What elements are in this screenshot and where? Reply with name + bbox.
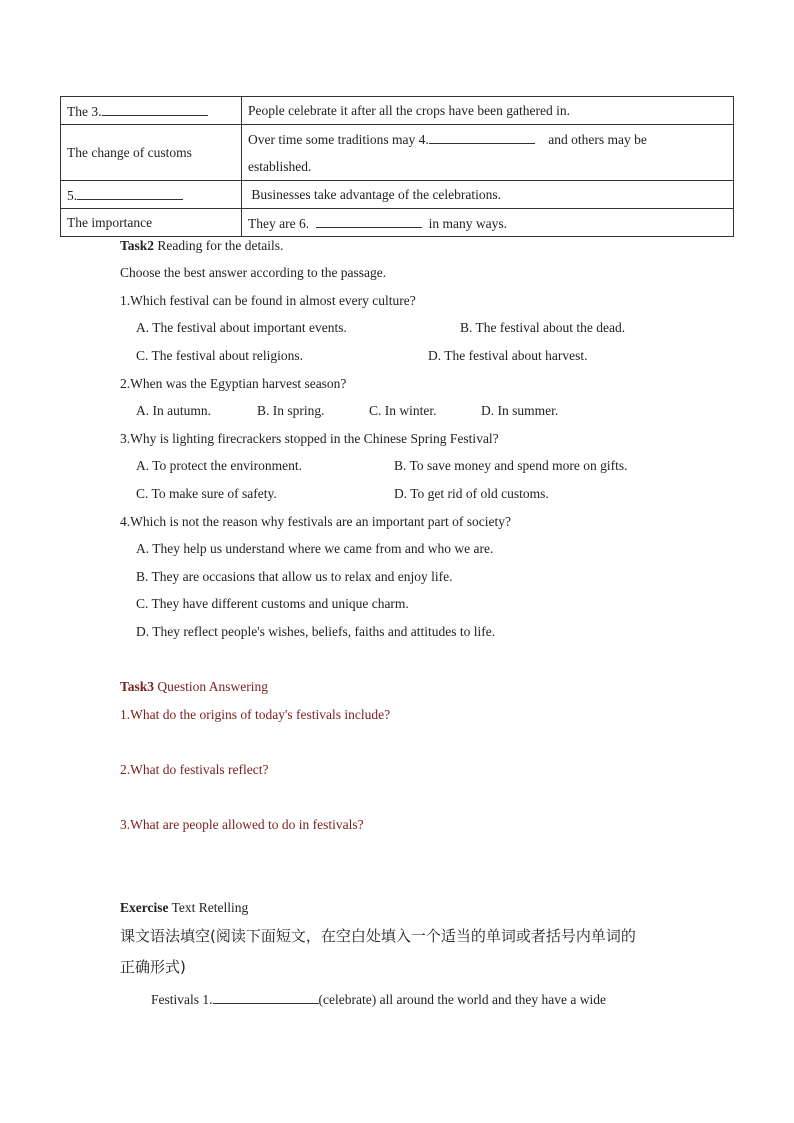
answer-blank-6[interactable] (316, 213, 422, 228)
option-d[interactable]: D. In summer. (481, 403, 559, 418)
task2-instruction: Choose the best answer according to the passage. (120, 265, 387, 280)
question-stem: 2.When was the Egyptian harvest season? (120, 376, 347, 391)
table-cell (242, 125, 734, 181)
cell-text: People celebrate it after all the crops have been gathered in. (248, 102, 570, 118)
option-c[interactable]: C. To make sure of safety. (136, 486, 277, 501)
task3-question: 2.What do festivals reflect? (120, 762, 269, 777)
passage-text: (celebrate) all around the world and they have a wide (318, 992, 607, 1007)
option-d[interactable]: D. The festival about harvest. (428, 348, 588, 363)
task3-heading (120, 678, 268, 696)
option-d[interactable]: D. To get rid of old customs. (394, 486, 549, 501)
cell-text: established. (248, 158, 312, 174)
task3-question: 3.What are people allowed to do in festivals? (120, 817, 364, 832)
option-b[interactable]: B. In spring. (257, 403, 325, 418)
cell-text: The importance (67, 214, 153, 230)
table-cell (242, 181, 734, 209)
option-c[interactable]: C. They have different customs and unique charm. (136, 596, 409, 611)
answer-blank-3[interactable] (102, 101, 208, 116)
question-stem: 4.Which is not the reason why festivals are an important part of society? (120, 514, 512, 529)
cell-text: Businesses take advantage of the celebrations. (251, 186, 502, 202)
cell-text: The 3. (67, 103, 102, 119)
option-c[interactable]: C. In winter. (369, 403, 437, 418)
table-row (61, 181, 734, 209)
cell-text: Over time some traditions may 4. (248, 131, 429, 147)
exercise-instruction-line2: 正确形式) (120, 958, 186, 976)
exercise-title: Text Retelling (168, 900, 249, 915)
task2-heading (120, 237, 283, 255)
cell-text: They are 6. (248, 215, 310, 231)
option-a[interactable]: A. They help us understand where we came from and who we are. (136, 541, 494, 556)
table-cell (242, 97, 734, 125)
option-c[interactable]: C. The festival about religions. (136, 348, 303, 363)
task3-label: Task3 (120, 679, 155, 694)
option-b[interactable]: B. To save money and spend more on gifts. (394, 458, 628, 473)
task2-title: Reading for the details. (154, 238, 284, 253)
table-cell (61, 181, 242, 209)
answer-blank-5[interactable] (77, 185, 183, 200)
table-cell (242, 209, 734, 237)
exercise-heading (120, 899, 248, 917)
table-row (61, 209, 734, 237)
option-b[interactable]: B. They are occasions that allow us to relax and enjoy life. (136, 569, 453, 584)
table-cell (61, 97, 242, 125)
option-a[interactable]: A. The festival about important events. (136, 320, 347, 335)
table-row (61, 125, 734, 181)
answer-blank-4[interactable] (429, 129, 535, 144)
summary-table (60, 96, 734, 237)
option-b[interactable]: B. The festival about the dead. (460, 320, 626, 335)
table-cell (61, 209, 242, 237)
exercise-label: Exercise (120, 900, 169, 915)
exercise-passage-line (151, 989, 606, 1009)
passage-text: Festivals 1. (151, 992, 213, 1007)
option-d[interactable]: D. They reflect people's wishes, beliefs, faiths and attitudes to life. (136, 624, 496, 639)
cell-text: 5. (67, 187, 78, 203)
option-a[interactable]: A. To protect the environment. (136, 458, 303, 473)
table-cell (61, 125, 242, 181)
task3-title: Question Answering (154, 679, 269, 694)
exercise-instruction-line1: 课文语法填空(阅读下面短文，在空白处填入一个适当的单词或者括号内单词的 (120, 927, 636, 945)
cell-text: in many ways. (428, 215, 507, 231)
cell-text: The change of customs (67, 144, 192, 160)
question-stem: 3.Why is lighting firecrackers stopped in the Chinese Spring Festival? (120, 431, 499, 446)
cell-text: and others may be (548, 131, 647, 147)
table-row (61, 97, 734, 125)
question-stem: 1.Which festival can be found in almost every culture? (120, 293, 416, 308)
task3-question: 1.What do the origins of today's festivals include? (120, 707, 391, 722)
option-a[interactable]: A. In autumn. (136, 403, 211, 418)
answer-blank-1[interactable] (213, 989, 319, 1004)
task2-label: Task2 (120, 238, 155, 253)
